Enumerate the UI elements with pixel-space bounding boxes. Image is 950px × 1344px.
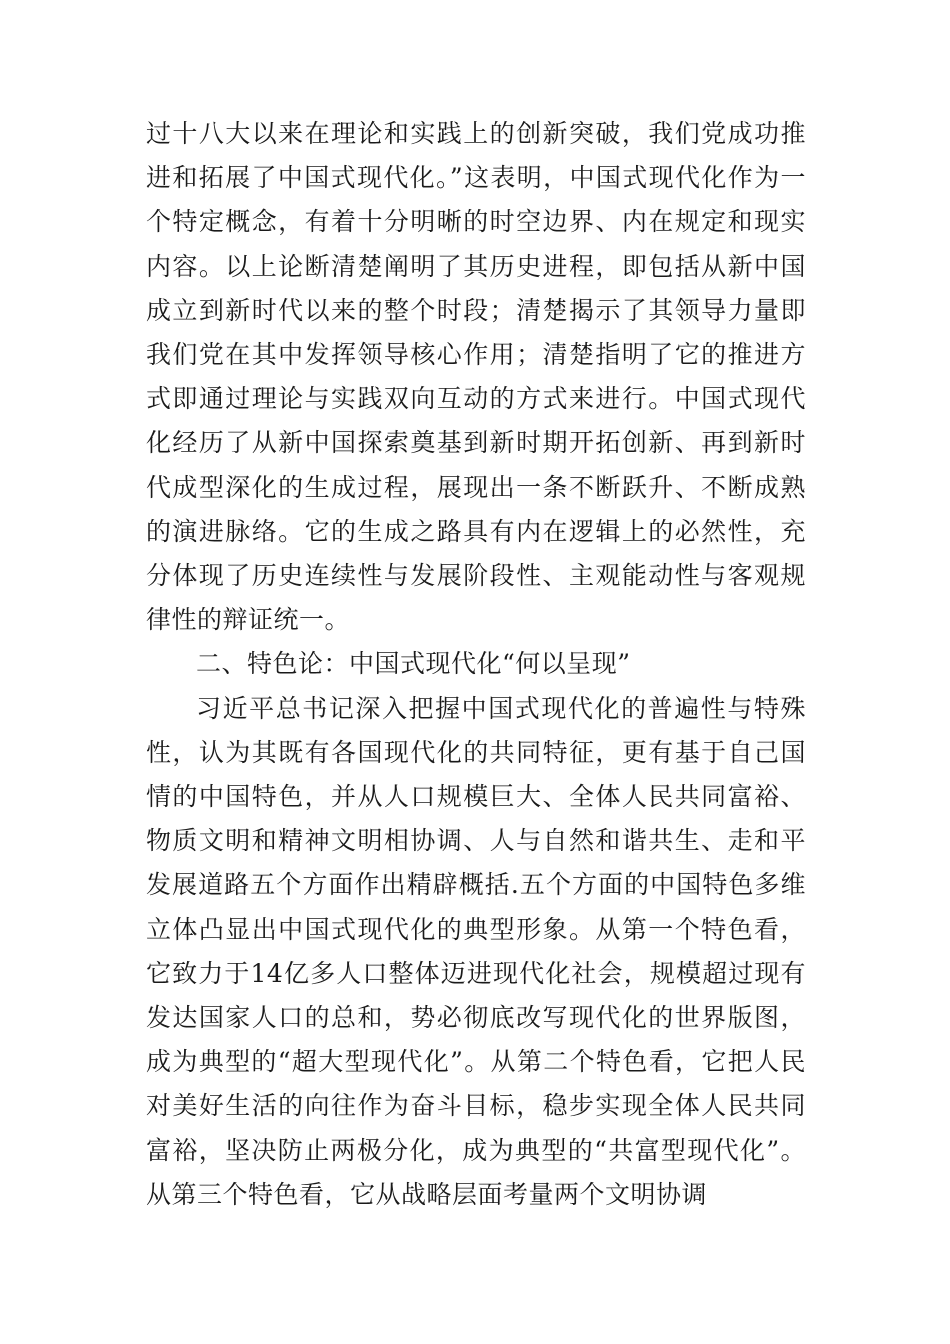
section-heading: 二、特色论：中国式现代化“何以呈现” <box>196 649 631 679</box>
document-body <box>146 112 806 1217</box>
paragraph-body: 习近平总书记深入把握中国式现代化的普遍性与特殊性，认为其既有各国现代化的共同特征，更有基于自己国情的中国特色，并从人口规模巨大、全体人民共同富裕、物质文明和精神文明相协调、人与自然和谐共生、走和平发展道路五个方面作出精辟概括.五个方面的中国特色多维立体凸显出中国式现代化的典型形象。从第一个特色看，它致力于14亿多人口整体迈进现代化社会，规模超过现有发达国家人口的总和，势必彻底改写现代化的世界版图，成为典型的“超大型现代化”。从第二个特色看，它把人民对美好生活的向往作为奋斗目标，稳步实现全体人民共同富裕，坚决防止两极分化，成为典型的“共富型现代化”。从第三个特色看，它从战略层面考量两个文明协调 <box>146 693 806 1209</box>
paragraph-continuation: 过十八大以来在理论和实践上的创新突破，我们党成功推进和拓展了中国式现代化。”这表明，中国式现代化作为一个特定概念，有着十分明晰的时空边界、内在规定和现实内容。以上论断清楚阐明了其历史进程，即包括从新中国成立到新时代以来的整个时段；清楚揭示了其领导力量即我们党在其中发挥领导核心作用；清楚指明了它的推进方式即通过理论与实践双向互动的方式来进行。中国式现代化经历了从新中国探索奠基到新时期开拓创新、再到新时代成型深化的生成过程，展现出一条不断跃升、不断成熟的演进脉络。它的生成之路具有内在逻辑上的必然性，充分体现了历史连续性与发展阶段性、主观能动性与客观规律性的辩证统一。 <box>146 119 806 635</box>
